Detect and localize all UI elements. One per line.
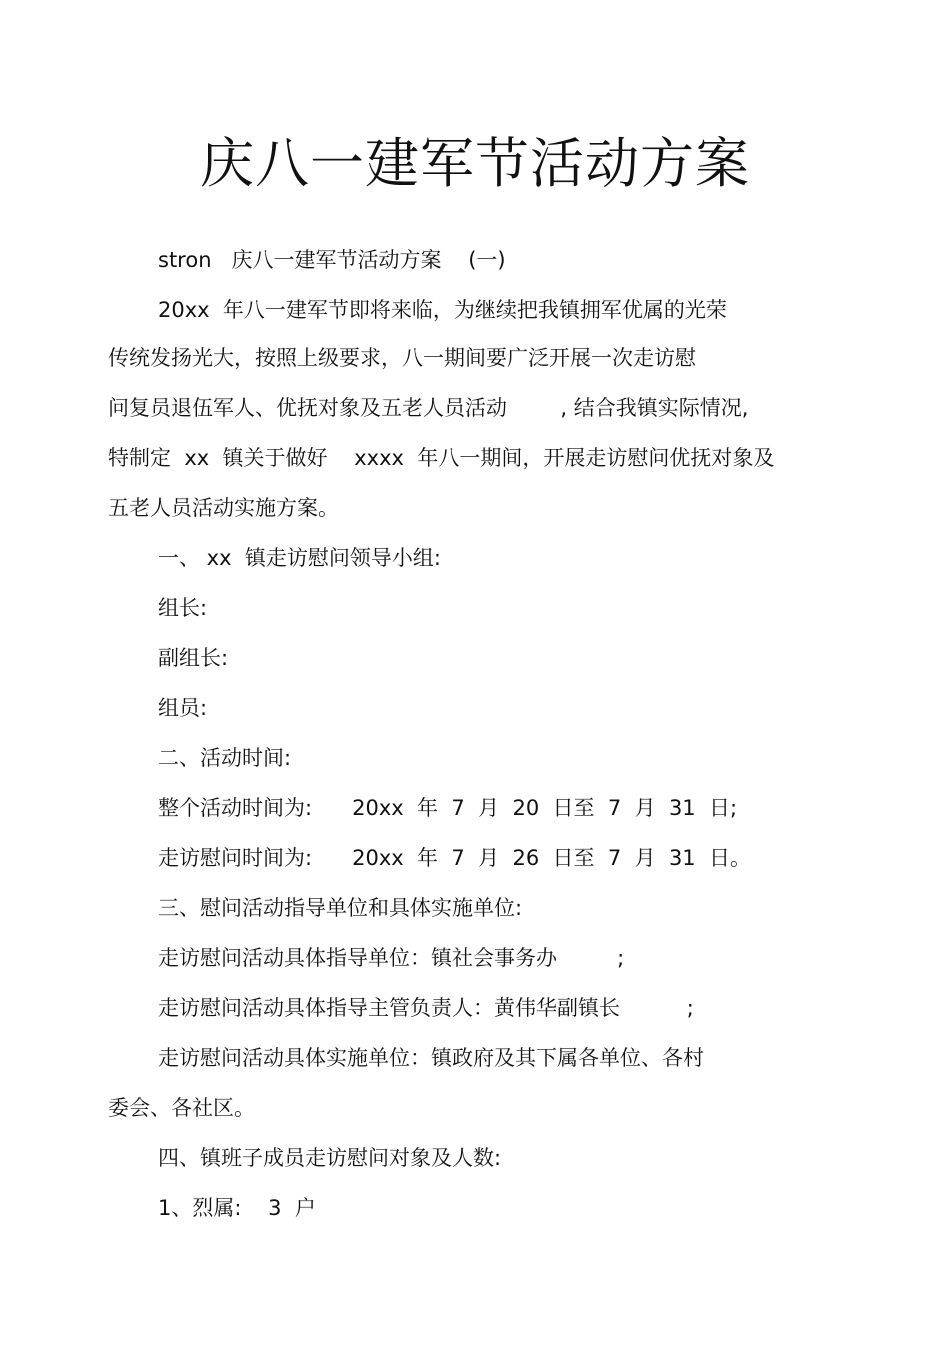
intro-line-3: 问复员退伍军人、优抚对象及五老人员活动 , 结合我镇实际情况, (108, 396, 749, 420)
intro-line-1: 20xx 年八一建军节即将来临，为继续把我镇拥军优属的光荣 (158, 298, 727, 322)
activity-period-line: 整个活动时间为: 20xx 年 7 月 20 日至 7 月 31 日; (158, 796, 738, 820)
implementing-unit-line: 走访慰问活动具体实施单位：镇政府及其下属各单位、各村 (158, 1046, 704, 1070)
document-title: 庆八一建军节活动方案 (200, 132, 750, 195)
implementing-unit-line-cont: 委会、各社区。 (108, 1096, 255, 1120)
members-line: 组员: (158, 696, 208, 720)
responsible-person-line: 走访慰问活动具体指导主管负责人：黄伟华副镇长 ; (158, 996, 694, 1020)
section-2-heading: 二、活动时间: (158, 746, 292, 770)
section-4-heading: 四、镇班子成员走访慰问对象及人数: (158, 1146, 502, 1170)
intro-line-4: 特制定 xx 镇关于做好 xxxx 年八一期间，开展走访慰问优抚对象及 (108, 446, 775, 470)
guiding-unit-line: 走访慰问活动具体指导单位：镇社会事务办 ; (158, 946, 625, 970)
intro-line-2: 传统发扬光大，按照上级要求，八一期间要广泛开展一次走访慰 (108, 346, 696, 370)
visit-period-line: 走访慰问时间为: 20xx 年 7 月 26 日至 7 月 31 日。 (158, 846, 752, 870)
leader-line: 组长: (158, 596, 208, 620)
section-3-heading: 三、慰问活动指导单位和具体实施单位: (158, 896, 523, 920)
martyr-families-line: 1、烈属: 3 户 (158, 1196, 316, 1220)
subtitle-line: stron 庆八一建军节活动方案 (一) (158, 248, 506, 272)
intro-line-5: 五老人员活动实施方案。 (108, 496, 339, 520)
section-1-heading: 一、 xx 镇走访慰问领导小组: (158, 546, 441, 570)
deputy-leader-line: 副组长: (158, 646, 229, 670)
